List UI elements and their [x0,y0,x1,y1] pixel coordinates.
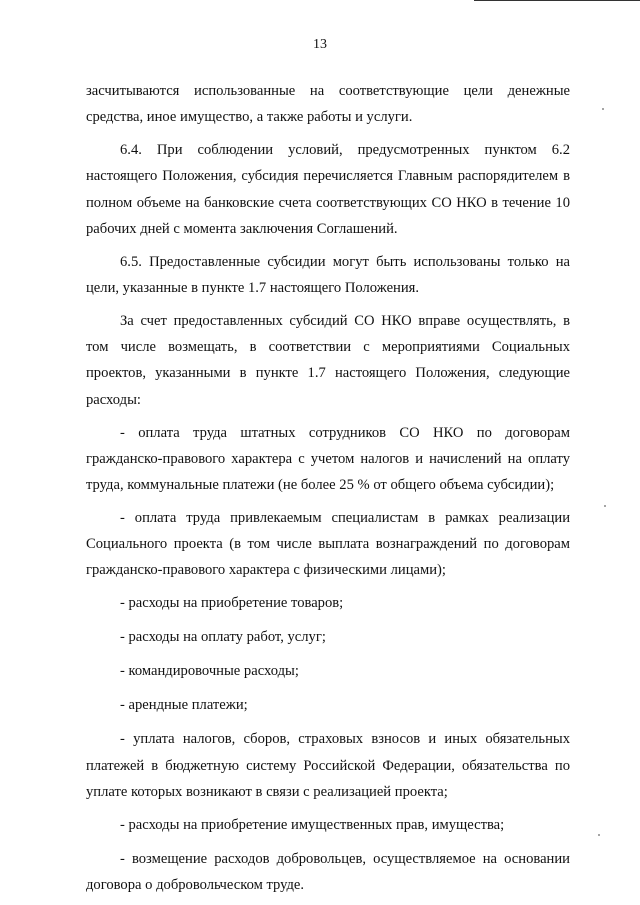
list-item-property: - расходы на приобретение имущественных прав, имущества; [120,816,505,833]
list-item-rent: - арендные платежи; [120,697,248,714]
scan-edge-line [474,0,640,1]
list-item-volunteers: - возмещение расходов добровольцев, осуществляемое на основании договора о добровольческом труде. [86,850,570,894]
paragraph-6-4: 6.4. При соблюдении условий, предусмотренных пунктом 6.2 настоящего Положения, субсидия перечисляется Главным распорядителем в полном объеме на банковские счета соответствующих СО НКО в течение 10 рабочих дней с момента заключения Соглашений. [86,142,570,237]
list-item-specialists-salary: - оплата труда привлекаемым специалистам в рамках реализации Социального проекта (в том числе выплата вознаграждений по договорам гражданско-правового характера с физическими лицами); [86,510,570,579]
list-item-services: - расходы на оплату работ, услуг; [120,629,326,646]
list-item-goods: - расходы на приобретение товаров; [120,595,344,612]
paragraph-expenses-intro: За счет предоставленных субсидий СО НКО вправе осуществлять, в том числе возмещать, в соответствии с мероприятиями Социальных проектов, указанными в пункте 1.7 настоящего Положения, следующие расходы: [86,313,570,408]
document-body [86,78,570,905]
scan-speck [602,108,604,110]
list-item-taxes: - уплата налогов, сборов, страховых взносов и иных обязательных платежей в бюджетную систему Российской Федерации, обязательства по уплате которых возникают в связи с реализацией проекта; [86,731,570,800]
paragraph-continuation: засчитываются использованные на соответствующие цели денежные средства, иное имущество, а также работы и услуги. [86,83,570,126]
paragraph-6-5: 6.5. Предоставленные субсидии могут быть использованы только на цели, указанные в пункте 1.7 настоящего Положения. [86,253,570,297]
page-number: 13 [313,37,327,52]
scan-speck [598,834,600,836]
list-item-staff-salary: - оплата труда штатных сотрудников СО НКО по договорам гражданско-правового характера с учетом налогов и начислений на оплату труда, коммунальные платежи (не более 25 % от общего объема субсидии); [86,424,570,494]
scan-speck [604,505,606,507]
list-item-travel: - командировочные расходы; [120,663,299,680]
